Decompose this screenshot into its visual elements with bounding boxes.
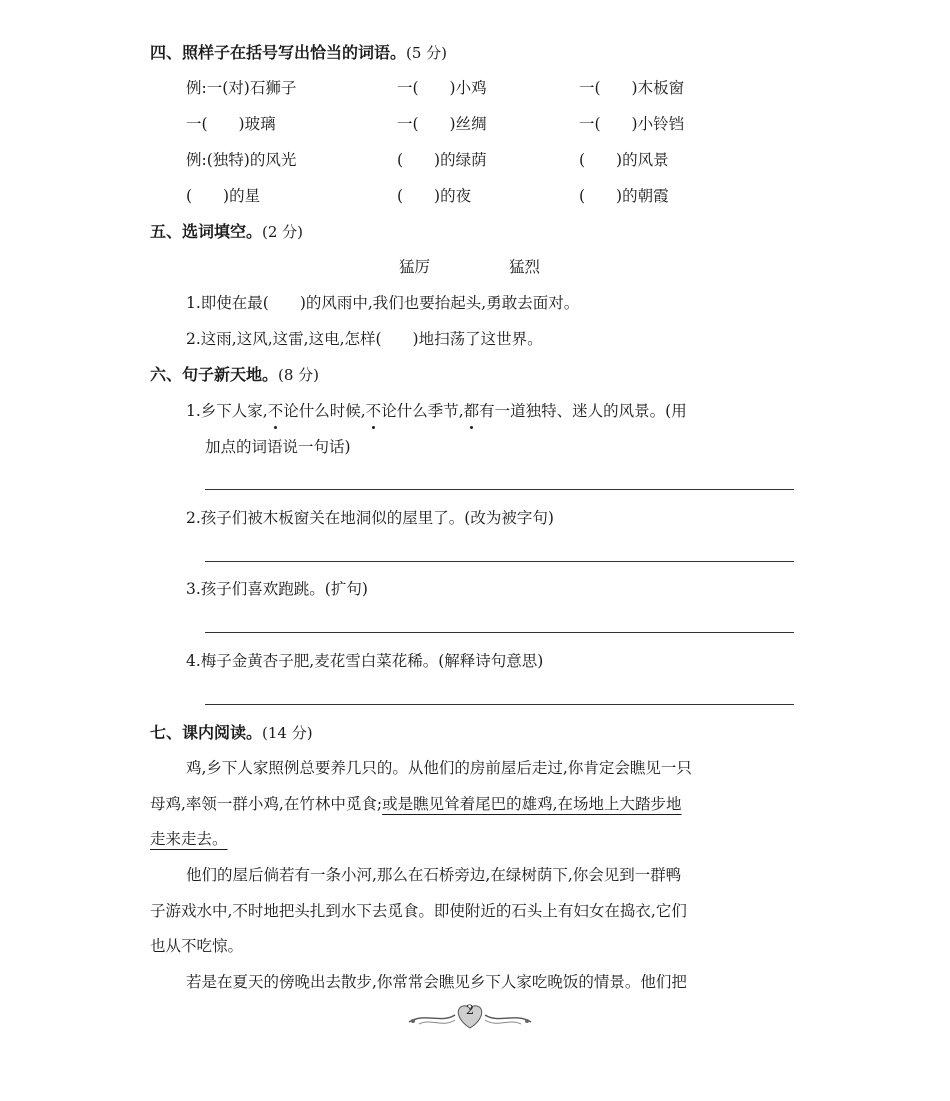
section-6-heading: 六、句子新天地。(8 分) xyxy=(150,365,320,384)
s4-r4c2: ( )的夜 xyxy=(397,187,472,205)
s6-question-4: 4.梅子金黄杏子肥,麦花雪白菜花稀。(解释诗句意思) xyxy=(186,652,544,670)
s6-question-1-cont: 加点的词语说一句话) xyxy=(205,438,351,456)
passage-line: 子游戏水中,不时地把头扎到水下去觅食。即使附近的石头上有妇女在捣衣,它们 xyxy=(150,902,687,920)
s4-r3c1: 例:(独特)的风光 xyxy=(186,151,297,169)
section-4-heading: 四、照样子在括号写出恰当的词语。(5 分) xyxy=(150,43,448,62)
word-option-1: 猛厉 xyxy=(399,258,431,276)
s4-r3c2: ( )的绿荫 xyxy=(397,151,487,169)
page-number-ornament xyxy=(405,998,535,1032)
section-5-heading: 五、选词填空。(2 分) xyxy=(150,222,304,241)
s4-r2c1: 一( )玻璃 xyxy=(186,115,276,133)
s4-r4c3: ( )的朝霞 xyxy=(579,187,669,205)
s4-r2c2: 一( )丝绸 xyxy=(397,115,487,133)
passage-line: 他们的屋后倘若有一条小河,那么在石桥旁边,在绿树荫下,你会见到一群鸭 xyxy=(186,866,682,884)
passage-line: 若是在夏天的傍晚出去散步,你常常会瞧见乡下人家吃晚饭的情景。他们把 xyxy=(186,973,687,991)
answer-line[interactable] xyxy=(205,632,794,633)
s4-r1c2: 一( )小鸡 xyxy=(397,79,487,97)
s5-question-2: 2.这雨,这风,这雷,这电,怎样( )地扫荡了这世界。 xyxy=(186,330,543,348)
underlined-sentence: 或是瞧见耸着尾巴的雄鸡,在场地上大踏步地 xyxy=(382,795,682,813)
s4-r2c3: 一( )小铃铛 xyxy=(579,115,685,133)
emphasis-dot-char: 不 xyxy=(267,402,284,420)
s4-r1c1: 例:一(对)石狮子 xyxy=(186,79,297,97)
s6-question-3: 3.孩子们喜欢跑跳。(扩句) xyxy=(186,580,368,598)
answer-line[interactable] xyxy=(205,561,794,562)
answer-line[interactable] xyxy=(205,704,794,705)
emphasis-dot-char: 不 xyxy=(365,402,382,420)
answer-line[interactable] xyxy=(205,489,794,490)
emphasis-dot-char: 都 xyxy=(463,402,480,420)
passage-line: 鸡,乡下人家照例总要养几只的。从他们的房前屋后走过,你肯定会瞧见一只 xyxy=(186,759,692,777)
s6-question-1: 1.乡下人家,不论什么时候,不论什么季节,都有一道独特、迷人的风景。(用 xyxy=(186,402,687,420)
passage-line: 也从不吃惊。 xyxy=(150,937,244,955)
s4-r1c3: 一( )木板窗 xyxy=(579,79,685,97)
passage-line: 母鸡,率领一群小鸡,在竹林中觅食;或是瞧见耸着尾巴的雄鸡,在场地上大踏步地 xyxy=(150,795,682,813)
section-7-heading: 七、课内阅读。(14 分) xyxy=(150,723,313,742)
s4-r3c3: ( )的风景 xyxy=(579,151,669,169)
word-option-2: 猛烈 xyxy=(509,258,541,276)
s5-question-1: 1.即使在最( )的风雨中,我们也要抬起头,勇敢去面对。 xyxy=(186,294,580,312)
page-number: 2 xyxy=(465,1003,475,1018)
s6-question-2: 2.孩子们被木板窗关在地洞似的屋里了。(改为被字句) xyxy=(186,509,554,527)
s4-r4c1: ( )的星 xyxy=(186,187,261,205)
underlined-sentence: 走来走去。 xyxy=(150,830,228,848)
